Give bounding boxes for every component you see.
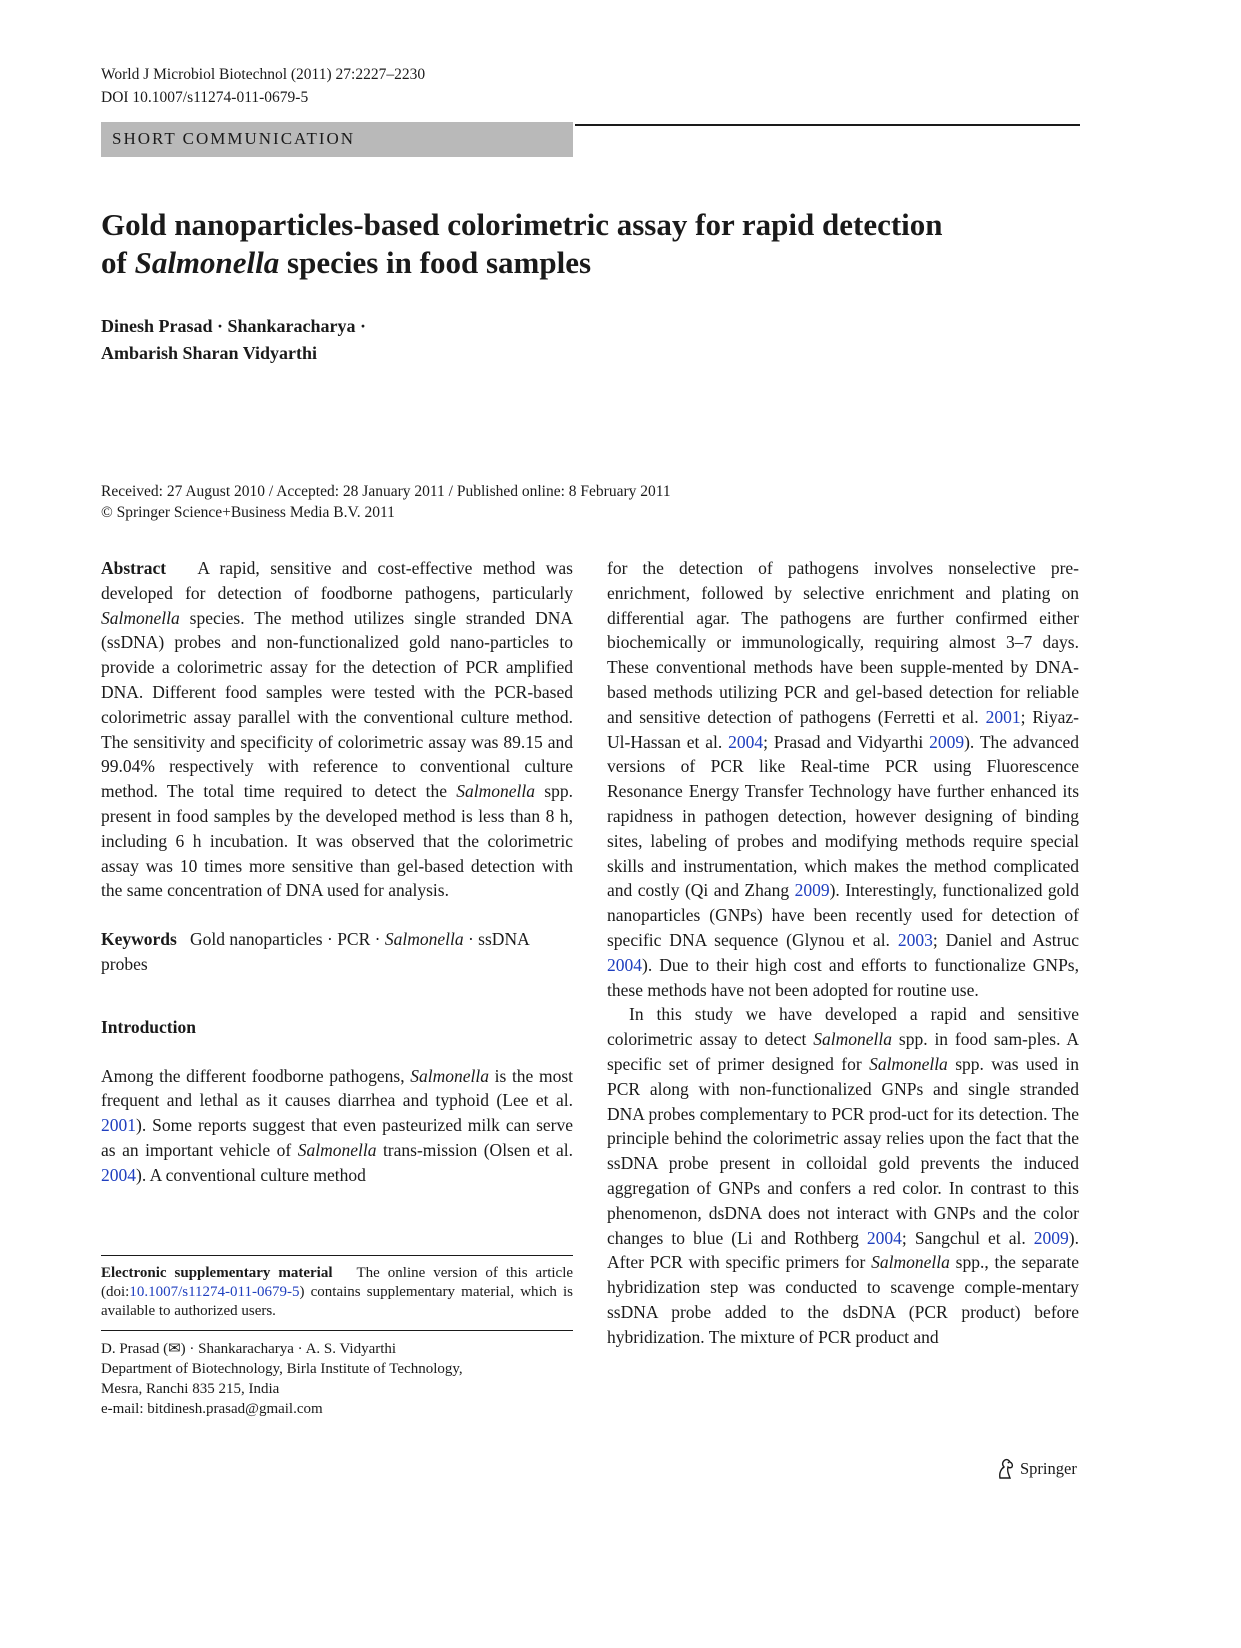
body-text: In this study we have developed a rapid and sensitive colorimetric assay to detect bbox=[607, 1004, 1079, 1050]
copyright-line: © Springer Science+Business Media B.V. 2011 bbox=[101, 504, 395, 521]
abstract-heading: Abstract bbox=[101, 558, 167, 578]
corresponding-authors: D. Prasad (✉) · Shankaracharya · A. S. Vidyarthi bbox=[101, 1341, 397, 1357]
citation-link[interactable]: 2004 bbox=[101, 1164, 136, 1185]
intro-italic: Salmonella bbox=[410, 1065, 489, 1086]
body-italic: Salmonella bbox=[869, 1053, 948, 1074]
abstract-text: A rapid, sensitive and cost-effective method was developed for detection of foodborne pathogens, particularly bbox=[101, 558, 573, 603]
title-line-1: Gold nanoparticles-based colorimetric assay for rapid detection bbox=[101, 207, 943, 242]
authors-line-2: Ambarish Sharan Vidyarthi bbox=[101, 343, 318, 363]
esm-text: ) contains supplementary material, which is available to authorized users. bbox=[101, 1284, 573, 1319]
body-text: for the detection of pathogens involves nonselective pre-enrichment, followed by selective enrichment and plating on differential agar. The pathogens are further confirmed either biochemically or immunologically, requiring almost 3–7 days. These conventional methods have been supple-mented by DNA-based methods utilizing PCR and gel-based detection for reliable and sensitive detection of pathogens (Ferretti et al. bbox=[607, 558, 1079, 727]
keywords-italic: Salmonella bbox=[384, 929, 464, 950]
publisher-logo bbox=[996, 1458, 1077, 1480]
citation-link[interactable]: 2001 bbox=[101, 1115, 136, 1136]
publication-dates bbox=[101, 481, 1081, 523]
keywords bbox=[101, 927, 573, 977]
journal-reference: World J Microbiol Biotechnol (2011) 27:2227–2230 bbox=[101, 66, 426, 83]
keywords-text: · ssDNA probes bbox=[101, 929, 529, 974]
affiliation-footnote bbox=[101, 1339, 573, 1419]
intro-italic: Salmonella bbox=[297, 1139, 377, 1160]
citation-link[interactable]: 2003 bbox=[897, 929, 933, 950]
keywords-text: Gold nanoparticles · PCR · bbox=[189, 929, 385, 950]
citation-link[interactable]: 2009 bbox=[1033, 1227, 1069, 1248]
paper-title bbox=[101, 206, 1061, 282]
title-line-2 bbox=[101, 244, 1061, 282]
abstract-text: spp. present in food samples by the developed method is less than 8 h, including 6 h incubation. It was observed that the colorimetric assay was 10 times more sensitive than gel-based detection with the same concentration of DNA used for analysis. bbox=[101, 781, 573, 901]
intro-text: is the most frequent and lethal as it causes diarrhea and typhoid (Lee et al. bbox=[101, 1065, 573, 1111]
received-accepted-line: Received: 27 August 2010 / Accepted: 28 January 2011 / Published online: 8 February 2011 bbox=[101, 483, 671, 500]
paragraph-1 bbox=[607, 556, 1079, 1002]
citation-link[interactable]: 2004 bbox=[728, 731, 764, 752]
body-italic: Salmonella bbox=[813, 1029, 893, 1050]
body-text: ). After PCR with specific primers for bbox=[607, 1227, 1079, 1273]
footnote-rule bbox=[101, 1330, 573, 1331]
doi-line: DOI 10.1007/s11274-011-0679-5 bbox=[101, 89, 309, 106]
esm-footnote bbox=[101, 1264, 573, 1321]
body-text: ). Interestingly, functionalized gold nanoparticles (GNPs) have been recently used for detection of specific DNA sequence (Glynou et al. bbox=[607, 880, 1079, 950]
body-text: ; Prasad and Vidyarthi bbox=[763, 731, 930, 752]
department: Department of Biotechnology, Birla Institute of Technology, bbox=[101, 1361, 463, 1377]
address: Mesra, Ranchi 835 215, India bbox=[101, 1381, 280, 1397]
journal-citation bbox=[101, 63, 425, 109]
body-text: spp. in food sam-ples. A specific set of primer designed for bbox=[607, 1029, 1079, 1074]
abstract-text: species. The method utilizes single stranded DNA (ssDNA) probes and non-functionalized gold nano-particles to provide a colorimetric assay for the detection of PCR amplified DNA. Different food samples were tested with the PCR-based colorimetric assay parallel with the conventional culture method. The sensitivity and specificity of colorimetric assay was 89.15 and 99.04% respectively with reference to conventional culture method. The total time required to detect the bbox=[101, 607, 573, 802]
keywords-heading: Keywords bbox=[101, 929, 177, 950]
body-text: ). The advanced versions of PCR like Real-time PCR using Fluorescence Resonance Energy Transfer Technology have further enhanced its rapidness in pathogen detection, however designing of binding sites, labeling of probes and modifying methods require special skills and instrumentation, which makes the method complicated and costly (Qi and Zhang bbox=[607, 731, 1079, 901]
intro-text: Among the different foodborne pathogens, bbox=[101, 1065, 411, 1086]
body-text: spp., the separate hybridization step was conducted to scavenge comple-mentary ssDNA probe added to the dsDNA (PCR product) before hybridization. The mixture of PCR product and bbox=[607, 1252, 1079, 1347]
springer-horse-icon bbox=[996, 1458, 1016, 1480]
abstract bbox=[101, 556, 573, 903]
esm-doi-link[interactable]: 10.1007/s11274-011-0679-5 bbox=[129, 1284, 300, 1300]
title-text: of bbox=[101, 245, 135, 280]
citation-link[interactable]: 2001 bbox=[985, 706, 1021, 727]
body-text: ). Due to their high cost and efforts to functionalize GNPs, these methods have not been adopted for routine use. bbox=[607, 954, 1079, 1000]
intro-text: ). A conventional culture method bbox=[136, 1164, 366, 1185]
intro-text: ). Some reports suggest that even pasteurized milk can serve as an important vehicle of bbox=[101, 1115, 573, 1160]
esm-heading: Electronic supplementary material bbox=[101, 1265, 333, 1281]
citation-link[interactable]: 2009 bbox=[929, 731, 965, 752]
intro-text: trans-mission (Olsen et al. bbox=[376, 1139, 574, 1160]
esm-text: The online version of this article (doi: bbox=[101, 1265, 574, 1300]
introduction-heading: Introduction bbox=[101, 1016, 196, 1037]
body-text: ; Daniel and Astruc bbox=[932, 929, 1079, 950]
citation-link[interactable]: 2004 bbox=[866, 1227, 902, 1248]
body-text: spp. was used in PCR along with non-functionalized GNPs and single stranded DNA probes complementary to PCR prod-uct for its detection. The principle behind the colorimetric assay relies upon the fact that the ssDNA probe present in colloidal gold prevents the induced aggregation of GNPs and confers a red color. In contrast to this phenomenon, dsDNA does not interact with GNPs and the color changes to blue (Li and Rothberg bbox=[607, 1053, 1079, 1248]
author-list bbox=[101, 313, 601, 367]
body-text: ; Riyaz-Ul-Hassan et al. bbox=[607, 706, 1079, 752]
left-column bbox=[101, 556, 573, 1188]
publisher-name: Springer bbox=[1020, 1459, 1077, 1478]
abstract-italic: Salmonella bbox=[101, 607, 180, 628]
email: e-mail: bitdinesh.prasad@gmail.com bbox=[101, 1401, 323, 1417]
authors-line-1: Dinesh Prasad · Shankaracharya · bbox=[101, 316, 367, 336]
footnote-rule bbox=[101, 1255, 573, 1256]
right-column bbox=[607, 556, 1079, 1350]
title-italic: Salmonella bbox=[134, 245, 280, 280]
paragraph-2 bbox=[607, 1002, 1079, 1349]
header-rule bbox=[575, 124, 1080, 126]
citation-link[interactable]: 2009 bbox=[794, 880, 830, 901]
abstract-italic: Salmonella bbox=[456, 781, 536, 802]
body-text: ; Sangchul et al. bbox=[901, 1227, 1034, 1248]
body-italic: Salmonella bbox=[871, 1252, 950, 1273]
section-label: SHORT COMMUNICATION bbox=[112, 129, 356, 148]
title-text: species in food samples bbox=[279, 245, 592, 280]
citation-link[interactable]: 2004 bbox=[607, 954, 642, 975]
introduction-text bbox=[101, 1064, 573, 1188]
